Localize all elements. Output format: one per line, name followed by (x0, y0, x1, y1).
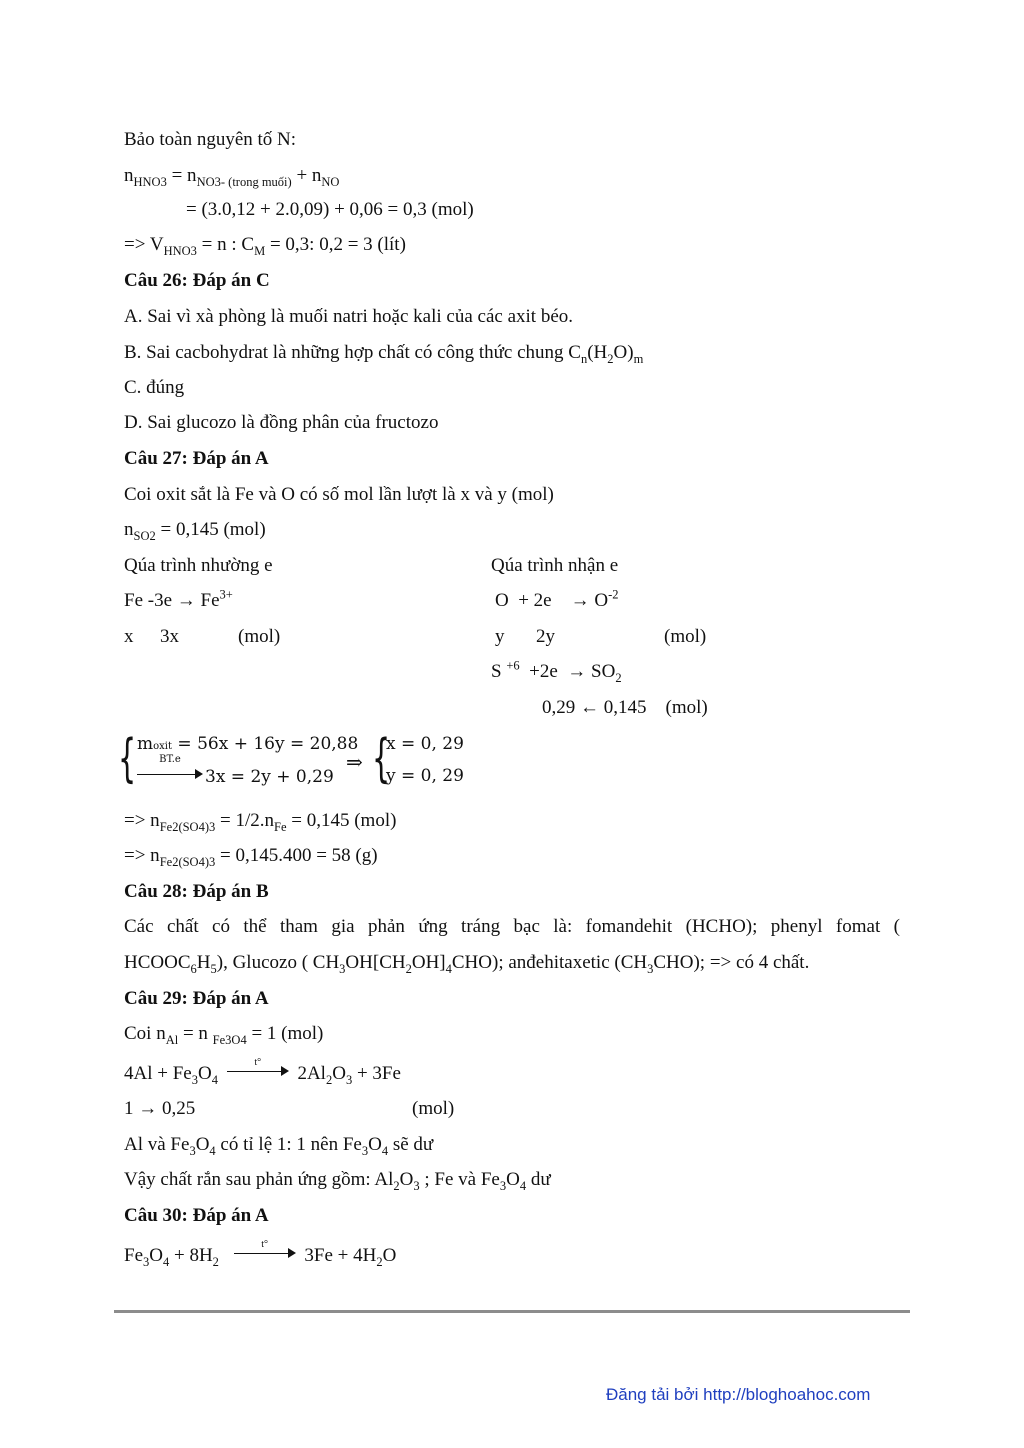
text-line: Qúa trình nhận e (491, 555, 619, 576)
text-line: O + 2e → $O^{-2}$ (495, 587, 619, 611)
text-line: x (124, 626, 134, 647)
text-line: Coi $n_{Al} = n$ $_{Fe3O4}$ = 1 (mol) (124, 1023, 324, 1047)
equation: $Fe_3O_4 + 8H_2$ t° $3Fe + 4H_2O$ (124, 1239, 397, 1269)
text-line: Al và $Fe_3O_4$ có tỉ lệ 1: 1 nên $Fe_3O_4$ sẽ dư (124, 1134, 434, 1158)
footer-divider (114, 1310, 910, 1313)
text-line: $n_{SO2} = 0,145$ (mol) (124, 519, 266, 543)
text-line: S $^{+6} +2e \to SO_2$ (491, 658, 622, 685)
text-line: D. Sai glucozo là đồng phân của fructozo (124, 412, 439, 433)
equation: $4Al + Fe_3O_4$ t° $2Al_2O_3 + 3Fe$ (124, 1057, 401, 1087)
text-line: $HCOOC_6H_5$), Glucozo ( $CH_3OH[CH_2OH]_4CHO$); anđehitaxetic $(CH_3CHO)$; => có 4 chất. (124, 952, 810, 976)
text-line: Coi oxit sắt là Fe và O có số mol lần lượt là x và y (mol) (124, 484, 554, 505)
text-line: Fe $-3e \to Fe^{3+}$ (124, 587, 233, 611)
text-line: Vậy chất rắn sau phản ứng gồm: $Al_2O_3$ ; Fe và $Fe_3O_4$ dư (124, 1169, 551, 1193)
left-brace: { (118, 729, 137, 789)
text-line: 0,29 ← 0,145 (mol) (542, 697, 708, 718)
text-line: 3x (160, 626, 179, 647)
text-line: (mol) (664, 626, 707, 647)
question-heading: Câu 30: Đáp án A (124, 1205, 269, 1226)
text-line: A. Sai vì xà phòng là muối natri hoặc kali của các axit béo. (124, 306, 573, 327)
question-heading: Câu 27: Đáp án A (124, 448, 269, 469)
text-line: Bảo toàn nguyên tố N: (124, 129, 297, 150)
text-line: $n_{HNO3} = n_{NO3- (trong muối)} + n_{NO}$ (124, 165, 340, 189)
text-line: 2y (536, 626, 555, 647)
implies-arrow: ⇒ (346, 750, 363, 774)
text-line: Qúa trình nhường e (124, 555, 273, 576)
equation: y = 0, 29 (386, 766, 464, 786)
right-brace: { (372, 729, 391, 789)
text-line: 1 → 0,25 (124, 1098, 196, 1119)
text-line: (mol) (238, 626, 281, 647)
text-line: y (495, 626, 505, 647)
text-line: (mol) (412, 1098, 455, 1119)
question-heading: Câu 28: Đáp án B (124, 881, 269, 902)
equation: x = 0, 29 (386, 734, 464, 754)
equation: moxit = 56x + 16y = 20,88 (137, 734, 359, 754)
equation: BT.e 3x = 2y + 0,29 (137, 764, 334, 787)
question-heading: Câu 26: Đáp án C (124, 270, 270, 291)
footer-credit[interactable]: Đăng tải bởi http://bloghoahoc.com (606, 1385, 871, 1404)
text-line: => $n_{Fe2(SO4)3} = 1/2.n_{Fe} = 0,145$ (mol) (124, 810, 397, 834)
text-line: = (3.0,12 + 2.0,09) + 0,06 = 0,3 (mol) (186, 199, 474, 220)
text-line: Các chất có thể tham gia phản ứng tráng bạc là: fomandehit (HCHO); phenyl fomat ( (124, 916, 900, 937)
text-line: => $n_{Fe2(SO4)3} = 0,145.400 = 58$ (g) (124, 845, 378, 869)
text-line: C. đúng (124, 377, 185, 398)
question-heading: Câu 29: Đáp án A (124, 988, 269, 1009)
text-line: B. Sai cacbohydrat là những hợp chất có công thức chung $C_n(H_2O)_m$ (124, 342, 644, 366)
text-line: => $V_{HNO3} = n$ : $C_M = 0,3$: 0,2 = 3 (lít) (124, 234, 406, 258)
